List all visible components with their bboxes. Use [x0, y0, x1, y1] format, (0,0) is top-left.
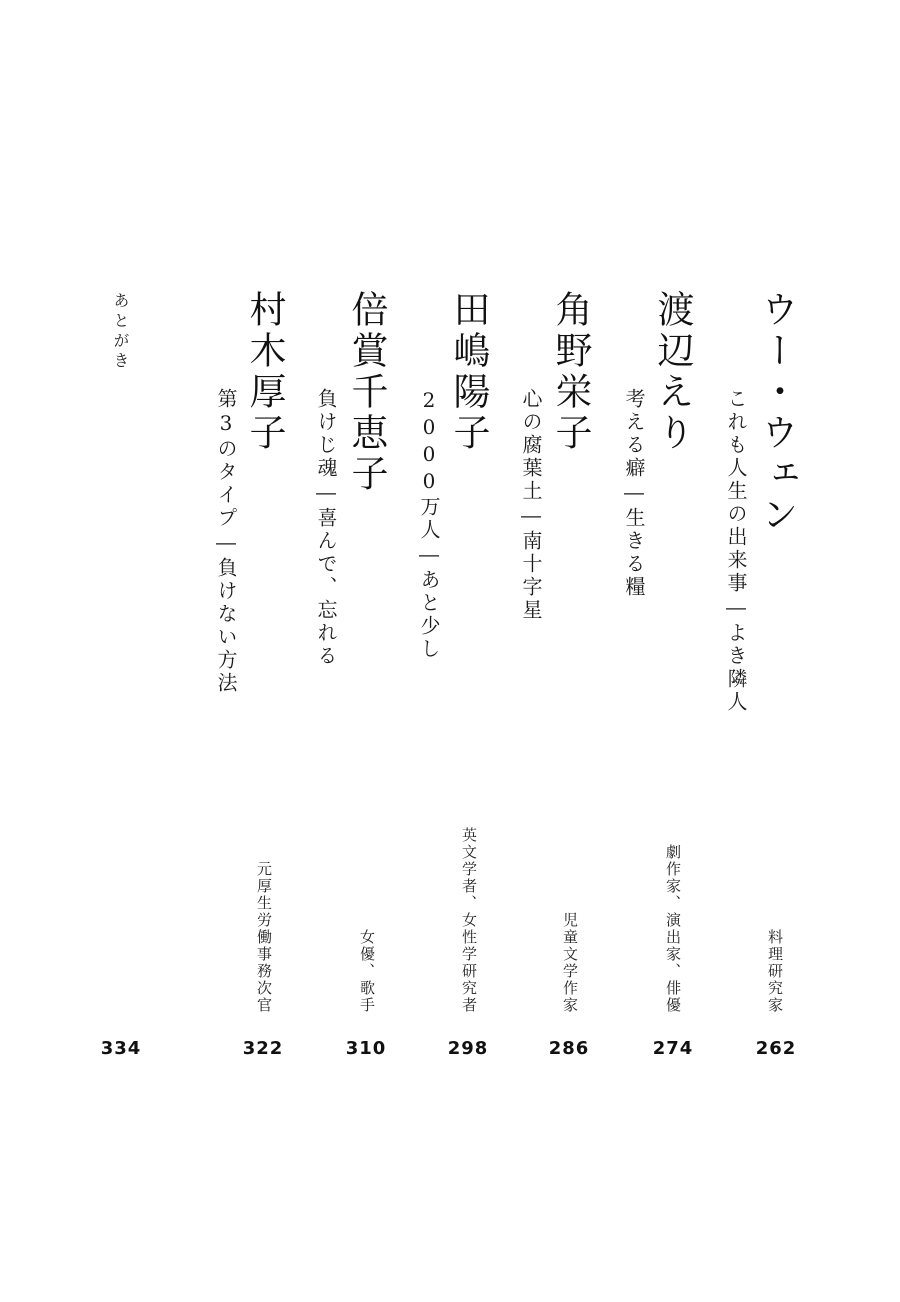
- toc-profession-6: 元厚生労働事務次官: [255, 861, 273, 1014]
- toc-author-3[interactable]: 角野栄子: [549, 290, 592, 454]
- toc-author-1[interactable]: ウー・ウェン: [755, 290, 798, 536]
- toc-subtitle-2: 考える癖―生きる糧: [622, 388, 646, 599]
- toc-subtitle-3: 心の腐葉土―南十字星: [519, 388, 543, 622]
- toc-subtitle-6: 第3のタイプ―負けない方法: [214, 388, 238, 695]
- toc-author-4[interactable]: 田嶋陽子: [447, 290, 490, 454]
- toc-page-number-2[interactable]: 274: [652, 1038, 694, 1059]
- toc-profession-3: 児童文学作家: [561, 912, 579, 1014]
- toc-author-6[interactable]: 村木厚子: [243, 290, 286, 454]
- toc-profession-4: 英文学者、女性学研究者: [460, 827, 478, 1014]
- toc-profession-2: 劇作家、演出家、俳優: [664, 844, 682, 1014]
- toc-author-2[interactable]: 渡辺えり: [651, 290, 694, 454]
- toc-afterword-page-number[interactable]: 334: [100, 1038, 142, 1059]
- toc-profession-5: 女優、歌手: [358, 929, 376, 1014]
- toc-afterword[interactable]: あとがき: [111, 292, 130, 372]
- toc-page-number-1[interactable]: 262: [755, 1038, 797, 1059]
- toc-subtitle-4: 2000万人―あと少し: [417, 388, 441, 661]
- toc-page-number-5[interactable]: 310: [345, 1038, 387, 1059]
- toc-page-number-4[interactable]: 298: [447, 1038, 489, 1059]
- toc-profession-1: 料理研究家: [766, 929, 784, 1014]
- toc-subtitle-1: これも人生の出来事―よき隣人: [724, 388, 748, 714]
- toc-author-5[interactable]: 倍賞千恵子: [345, 290, 388, 495]
- toc-page-number-3[interactable]: 286: [548, 1038, 590, 1059]
- toc-subtitle-5: 負けじ魂―喜んで、忘れる: [314, 388, 338, 668]
- toc-page-number-6[interactable]: 322: [242, 1038, 284, 1059]
